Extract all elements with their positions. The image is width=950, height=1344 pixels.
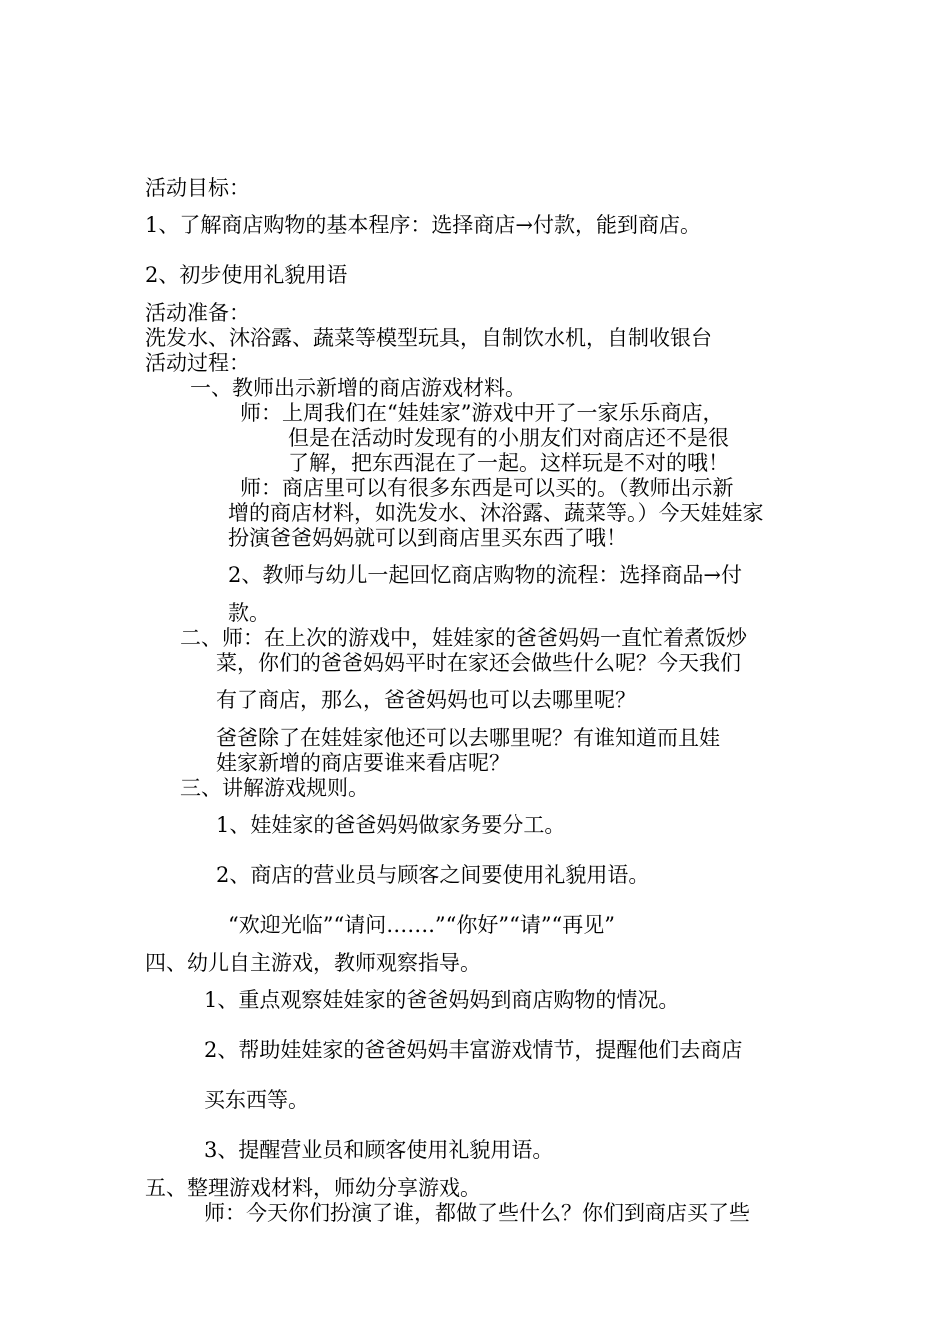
step3-rule: 1、娃娃家的爸爸妈妈做家务要分工。	[216, 813, 566, 837]
step1-teacher2-line: 扮演爸爸妈妈就可以到商店里买东西了哦！	[228, 526, 627, 550]
step4-item: 1、重点观察娃娃家的爸爸妈妈到商店购物的情况。	[204, 988, 680, 1012]
goal-item-1: 1、了解商店购物的基本程序：选择商店→付款，能到商店。	[145, 213, 701, 237]
process-heading: 活动过程：	[145, 351, 250, 375]
prep-heading: 活动准备：	[145, 301, 250, 325]
step1-teacher1-line: 但是在活动时发现有的小朋友们对商店还不是很	[288, 426, 729, 450]
step4-title: 四、幼儿自主游戏，教师观察指导。	[145, 951, 481, 975]
step5-title: 五、整理游戏材料，师幼分享游戏。	[145, 1176, 481, 1200]
step3-phrases: “欢迎光临”“请问…….”“你好”“请”“再见”	[228, 913, 616, 937]
step1-teacher2-line: 师：商店里可以有很多东西是可以买的。（教师出示新	[240, 476, 734, 500]
step2-line: 菜，你们的爸爸妈妈平时在家还会做些什么呢？今天我们	[216, 651, 741, 675]
step4-item: 买东西等。	[204, 1088, 309, 1112]
step1-teacher1-line: 师：上周我们在“娃娃家”游戏中开了一家乐乐商店，	[240, 401, 724, 425]
step2-line: 二、师：在上次的游戏中，娃娃家的爸爸妈妈一直忙着煮饭炒	[180, 626, 747, 650]
step1-teacher2-line: 增的商店材料，如洗发水、沐浴露、蔬菜等。）今天娃娃家	[228, 501, 764, 525]
step2-line: 有了商店，那么，爸爸妈妈也可以去哪里呢？	[216, 688, 636, 712]
goals-heading: 活动目标：	[145, 176, 250, 200]
step1-title: 一、教师出示新增的商店游戏材料。	[190, 376, 526, 400]
step1-sub2-line: 款。	[228, 601, 270, 625]
step4-item: 3、提醒营业员和顾客使用礼貌用语。	[204, 1138, 554, 1162]
step2-line: 娃家新增的商店要谁来看店呢？	[216, 751, 510, 775]
step3-rule: 2、商店的营业员与顾客之间要使用礼貌用语。	[216, 863, 650, 887]
goal-item-2: 2、初步使用礼貌用语	[145, 263, 348, 287]
step4-item: 2、帮助娃娃家的爸爸妈妈丰富游戏情节，提醒他们去商店	[204, 1038, 743, 1062]
prep-text: 洗发水、沐浴露、蔬菜等模型玩具，自制饮水机，自制收银台	[145, 326, 712, 350]
step3-title: 三、讲解游戏规则。	[180, 776, 369, 800]
step5-teacher-line: 师：今天你们扮演了谁，都做了些什么？你们到商店买了些	[204, 1201, 750, 1225]
step2-line: 爸爸除了在娃娃家他还可以去哪里呢？有谁知道而且娃	[216, 726, 720, 750]
step1-sub2-line: 2、教师与幼儿一起回忆商店购物的流程：选择商品→付	[228, 563, 742, 587]
step1-teacher1-line: 了解，把东西混在了一起。这样玩是不对的哦！	[288, 451, 729, 475]
